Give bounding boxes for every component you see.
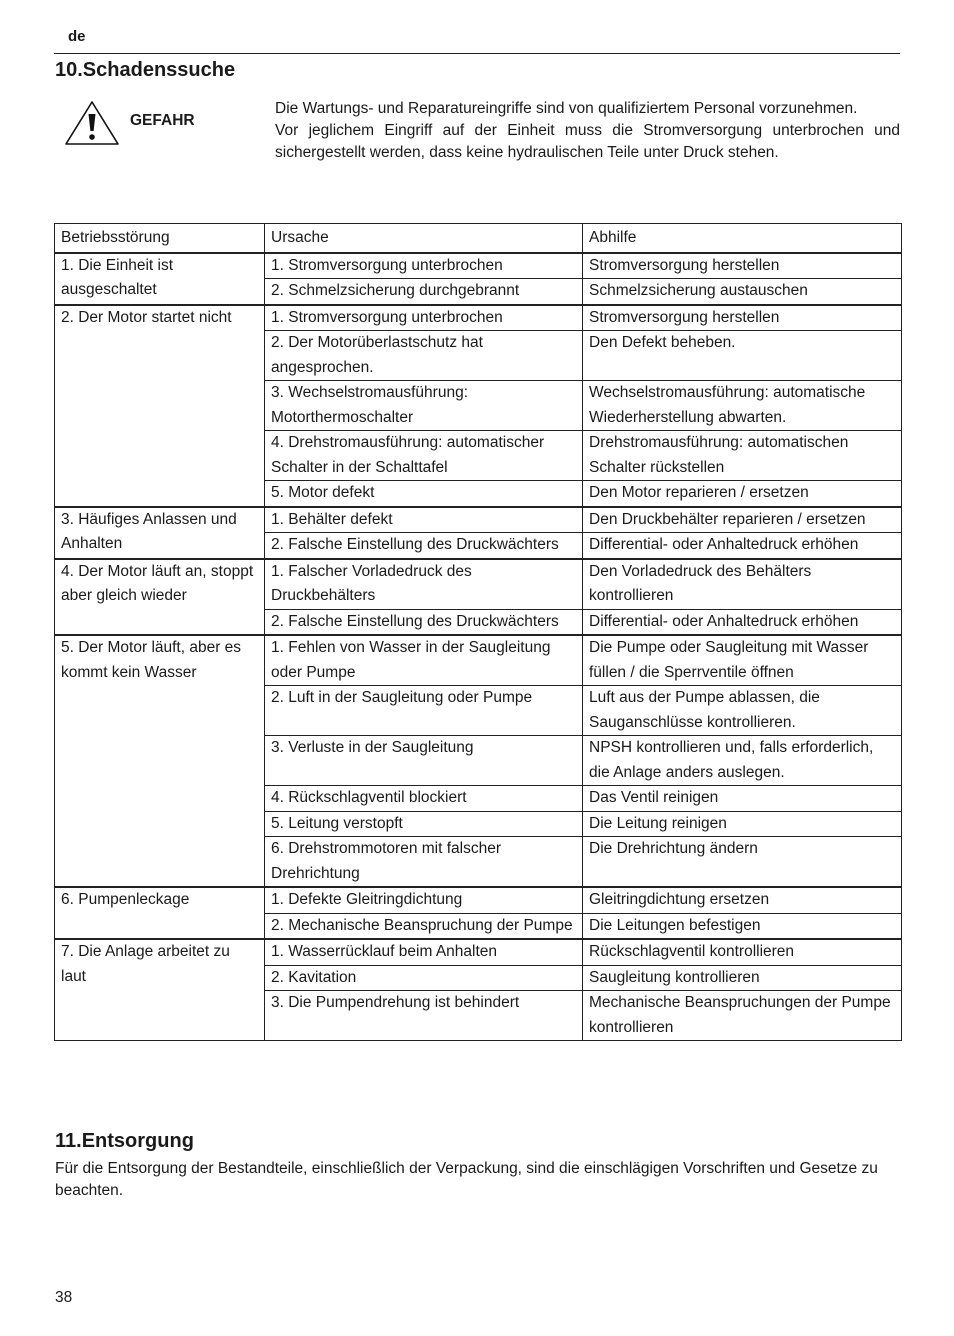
- remedy-cell: Mechanische Beanspruchungen der Pumpe kontrollieren: [583, 991, 902, 1041]
- table-header-row: [55, 224, 902, 253]
- fault-cell: 7. Die Anlage arbeitet zu laut: [55, 939, 265, 1041]
- remedy-cell: Gleitringdichtung ersetzen: [583, 887, 902, 913]
- remedy-cell: Drehstromausführung: automatischen Schalter rückstellen: [583, 431, 902, 481]
- fault-cell: 6. Pumpenleckage: [55, 887, 265, 939]
- fault-cell: 5. Der Motor läuft, aber es kommt kein Wasser: [55, 635, 265, 887]
- cause-cell: 1. Stromversorgung unterbrochen: [265, 253, 583, 279]
- remedy-cell: Die Pumpe oder Saugleitung mit Wasser füllen / die Sperrventile öffnen: [583, 635, 902, 686]
- table-body: [55, 253, 902, 1041]
- remedy-cell: NPSH kontrollieren und, falls erforderlich, die Anlage anders auslegen.: [583, 736, 902, 786]
- cause-cell: 5. Leitung verstopft: [265, 811, 583, 837]
- cause-cell: 2. Schmelzsicherung durchgebrannt: [265, 279, 583, 305]
- table-row: [55, 887, 902, 913]
- cause-cell: 1. Falscher Vorladedruck des Druckbehälters: [265, 559, 583, 610]
- header-remedy: Abhilfe: [583, 224, 902, 253]
- disposal-text: Für die Entsorgung der Bestandteile, einschließlich der Verpackung, sind die einschlägigen Vorschriften und Gesetze zu beachten.: [55, 1160, 878, 1199]
- remedy-cell: Stromversorgung herstellen: [583, 253, 902, 279]
- remedy-cell: Das Ventil reinigen: [583, 786, 902, 812]
- remedy-cell: Schmelzsicherung austauschen: [583, 279, 902, 305]
- language-code: de: [68, 28, 86, 45]
- remedy-cell: Die Leitungen befestigen: [583, 913, 902, 939]
- remedy-cell: Den Motor reparieren / ersetzen: [583, 481, 902, 507]
- fault-cell: 2. Der Motor startet nicht: [55, 305, 265, 507]
- cause-cell: 3. Verluste in der Saugleitung: [265, 736, 583, 786]
- table-row: [55, 635, 902, 686]
- cause-cell: 2. Kavitation: [265, 965, 583, 991]
- fault-cell: 3. Häufiges Anlassen und Anhalten: [55, 507, 265, 559]
- cause-cell: 2. Luft in der Saugleitung oder Pumpe: [265, 686, 583, 736]
- danger-label: GEFAHR: [130, 112, 195, 129]
- remedy-cell: Die Leitung reinigen: [583, 811, 902, 837]
- header-rule: [54, 53, 900, 54]
- cause-cell: 4. Rückschlagventil blockiert: [265, 786, 583, 812]
- fault-cell: 1. Die Einheit ist ausgeschaltet: [55, 253, 265, 305]
- cause-cell: 1. Stromversorgung unterbrochen: [265, 305, 583, 331]
- danger-paragraph-1: Die Wartungs- und Reparatureingriffe sind von qualifiziertem Personal vorzunehmen.: [275, 100, 858, 117]
- remedy-cell: Die Drehrichtung ändern: [583, 837, 902, 888]
- remedy-cell: Wechselstromausführung: automatische Wiederherstellung abwarten.: [583, 381, 902, 431]
- remedy-cell: Den Defekt beheben.: [583, 331, 902, 381]
- remedy-cell: Differential- oder Anhaltedruck erhöhen: [583, 533, 902, 559]
- remedy-cell: Saugleitung kontrollieren: [583, 965, 902, 991]
- section-title-troubleshooting: 10.Schadenssuche: [55, 59, 236, 81]
- cause-cell: 3. Wechselstromausführung: Motorthermoschalter: [265, 381, 583, 431]
- remedy-cell: Den Vorladedruck des Behälters kontrollieren: [583, 559, 902, 610]
- table-row: [55, 253, 902, 279]
- cause-cell: 2. Falsche Einstellung des Druckwächters: [265, 533, 583, 559]
- remedy-cell: Stromversorgung herstellen: [583, 305, 902, 331]
- cause-cell: 1. Wasserrücklauf beim Anhalten: [265, 939, 583, 965]
- table-row: [55, 305, 902, 331]
- remedy-cell: Rückschlagventil kontrollieren: [583, 939, 902, 965]
- header-cause: Ursache: [265, 224, 583, 253]
- section-title-disposal: 11.Entsorgung: [55, 1130, 194, 1152]
- remedy-cell: Den Druckbehälter reparieren / ersetzen: [583, 507, 902, 533]
- remedy-cell: Differential- oder Anhaltedruck erhöhen: [583, 609, 902, 635]
- danger-paragraph-2: Vor jeglichem Eingriff auf der Einheit muss die Stromversorgung unterbrochen und sichergestellt werden, dass keine hydraulischen Teile unter Druck stehen.: [275, 122, 900, 161]
- cause-cell: 1. Behälter defekt: [265, 507, 583, 533]
- cause-cell: 1. Fehlen von Wasser in der Saugleitung oder Pumpe: [265, 635, 583, 686]
- table-row: [55, 507, 902, 533]
- cause-cell: 6. Drehstrommotoren mit falscher Drehrichtung: [265, 837, 583, 888]
- troubleshooting-table: [54, 223, 902, 1041]
- table-row: [55, 939, 902, 965]
- danger-text: [275, 98, 900, 164]
- cause-cell: 3. Die Pumpendrehung ist behindert: [265, 991, 583, 1041]
- cause-cell: 4. Drehstromausführung: automatischer Schalter in der Schalttafel: [265, 431, 583, 481]
- page-number: 38: [55, 1289, 73, 1306]
- cause-cell: 2. Falsche Einstellung des Druckwächters: [265, 609, 583, 635]
- cause-cell: 5. Motor defekt: [265, 481, 583, 507]
- warning-triangle-icon: [64, 100, 120, 146]
- remedy-cell: Luft aus der Pumpe ablassen, die Sauganschlüsse kontrollieren.: [583, 686, 902, 736]
- cause-cell: 2. Der Motorüberlastschutz hat angesprochen.: [265, 331, 583, 381]
- header-fault: Betriebsstörung: [55, 224, 265, 253]
- fault-cell: 4. Der Motor läuft an, stoppt aber gleich wieder: [55, 559, 265, 636]
- cause-cell: 1. Defekte Gleitringdichtung: [265, 887, 583, 913]
- table-row: [55, 559, 902, 610]
- cause-cell: 2. Mechanische Beanspruchung der Pumpe: [265, 913, 583, 939]
